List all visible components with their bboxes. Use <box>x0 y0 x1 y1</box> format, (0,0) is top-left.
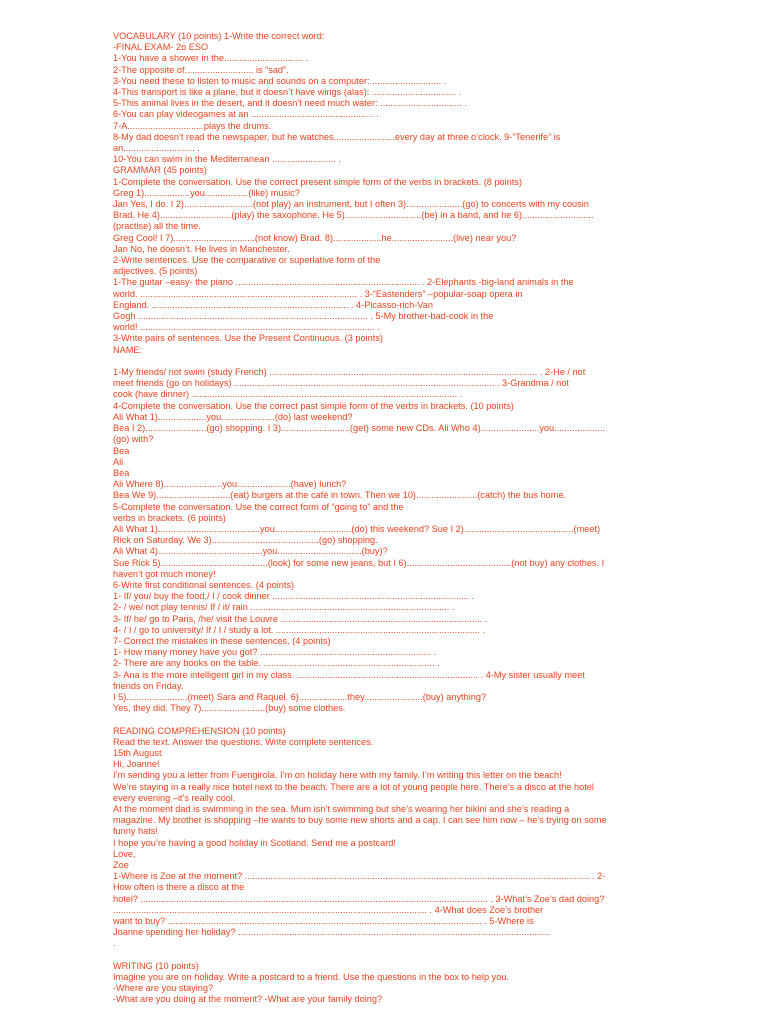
text-line: Bea We 9).............................(eat) burgers at the café in town. Then we 10)........................(catch) the bus home. <box>113 490 567 501</box>
text-line: 3- Ana is the more intelligent girl in my class. ....................................................................... . 4-My sister usually meet <box>113 669 585 680</box>
text-line: 6-Write first conditional sentences. (4 points) <box>113 579 295 590</box>
text-line: 2- / we/ not play tennis/ If / it/ rain .............................................................................. . <box>113 602 455 613</box>
text-line: Greg Cool! I 7)................................(not know) Brad. 8)...................he........................(live) near you? <box>113 232 517 243</box>
text-line: cook (have dinner) ........................................................................................................ . <box>113 389 463 400</box>
text-line: Yes, they did. They 7).........................(buy) some clothes. <box>113 703 346 714</box>
text-line: 10-You can swim in the Mediterranean ......................... . <box>113 154 341 165</box>
text-line: 1- If/ you/ buy the food,/ I / cook dinner ............................................................................. . <box>113 591 474 602</box>
text-line: Love, <box>113 848 136 859</box>
text-line: Jan No, he doesn’t. He lives in Manchester. <box>113 243 290 254</box>
text-line: 2-Write sentences. Use the comparative or superlative form of the <box>113 255 381 266</box>
text-line: 1- How many money have you got? ................................................................... . <box>113 647 437 658</box>
text-line: Ali What 1)...................you.....................(do) last weekend? <box>113 411 353 422</box>
text-line: 3-You need these to listen to music and sounds on a computer: ........................... . <box>113 75 447 86</box>
text-line: (practise) all the time. <box>113 221 201 232</box>
text-line: 15th August <box>113 747 162 758</box>
text-line: Imagine you are on holiday. Write a postcard to a friend. Use the questions in the box to help you. <box>113 972 509 983</box>
text-line: 1-You have a shower in the............................... . <box>113 53 309 64</box>
text-line: 5-Complete the conversation. Use the correct form of “going to” and the <box>113 501 404 512</box>
text-line: an............................ . <box>113 143 200 154</box>
text-line: Bea <box>113 467 130 478</box>
text-line: -Where are you staying? <box>113 983 214 994</box>
text-line: WRITING (10 points) <box>113 960 199 971</box>
text-line: 8-My dad doesn’t read the newspaper, but he watches........................every day at three o’clock. 9-“Tenerife” is <box>113 131 561 142</box>
text-line: Ali What 1)........................................you..............................(do) this weekend? Sue I 2)...........................................(meet) <box>113 523 601 534</box>
text-line: 6-You can play videogames at an ................................................ . <box>113 109 379 120</box>
text-line: magazine. My brother is shopping –he wants to buy some new shorts and a cap. I can see him now – he’s trying on some <box>113 815 607 826</box>
text-line: adjectives. (5 points) <box>113 266 198 277</box>
text-line: Read the text. Answer the questions. Write complete sentences. <box>113 736 374 747</box>
text-line: Brad. He 4)............................(play) the saxophone. He 5)..............................(be) in a band, and he 6)............................ <box>113 210 594 221</box>
text-line <box>113 950 679 961</box>
text-line: Hi, Joanne! <box>113 759 160 770</box>
text-line: 1-The guitar –easy- the piano ........................................................................ . 2-Elephants -big-land animals in the <box>113 277 574 288</box>
text-line: every evening –it’s really cool. <box>113 792 236 803</box>
text-line: How often is there a disco at the <box>113 882 245 893</box>
text-line: world. ..................................................................................... . 3-“Eastenders” –popular-soap opera in <box>113 288 523 299</box>
text-line: Greg 1)..................you.................(like) music? <box>113 187 300 198</box>
text-line: 2- There are any books on the table. ................................................................... . <box>113 658 440 669</box>
text-line: At the moment dad is swimming in the sea. Mum isn’t swimming but she’s wearing her bikini and she’s reading a <box>113 803 570 814</box>
text-line: READING COMPREHENSION (10 points) <box>113 725 286 736</box>
text-line: 3-Write pairs of sentences. Use the Present Continuous. (3 points) <box>113 333 383 344</box>
text-line: I’m sending you a letter from Fuengirola. I’m on holiday here with my family. I’m writing this letter on the beach! <box>113 770 562 781</box>
text-line: 7-A..............................plays the drums. <box>113 120 272 131</box>
text-line: I hope you’re having a good holiday in Scotland. Send me a postcard! <box>113 837 396 848</box>
text-line: ........................................................................................................................... . 4-What does Zoe’s brother <box>113 904 544 915</box>
text-line: Jan Yes, I do. I 2)...........................(not play) an instrument, but I often 3)......................(go) to concerts with my cousin <box>113 199 589 210</box>
text-line: Bea <box>113 445 130 456</box>
text-line: Zoe <box>113 860 129 870</box>
text-line: 1-Complete the conversation. Use the correct present simple form of the verbs in brackets. (8 points) <box>113 176 523 187</box>
text-line: England. ............................................................................. . 4-Picasso-rich-Van <box>113 299 433 310</box>
text-line: 1-My friends/ not swim (study French) ......................................................................................................... . 2-He / not <box>113 367 586 378</box>
text-line: Sue Rick 5)..........................................(look) for some new jeans, but I 6).........................................(not buy) any clothes. I <box>113 557 605 568</box>
text-line: (go) with? <box>113 434 154 445</box>
text-line: Ali <box>113 456 124 467</box>
text-line: We’re staying in a really nice hotel next to the beach. There are a lot of young people here. There’s a disco at the hotel <box>113 781 594 792</box>
text-line: NAME: <box>113 344 143 355</box>
text-line: 1-Where is Zoe at the moment? ....................................................................................................................................... . 2- <box>113 871 606 882</box>
exam-document <box>113 31 679 1006</box>
text-line: 4-This transport is like a plane, but it doesn’t have wings (alas): ................................. . <box>113 87 462 98</box>
text-line: world! ............................................................................................ . <box>113 322 381 333</box>
text-line <box>113 714 679 725</box>
text-line: GRAMMAR (45 points) <box>113 165 207 176</box>
text-line: 3- If/ he/ go to Paris, /he/ visit the Louvre ............................................................................... . <box>113 613 488 624</box>
text-line: 4-Complete the conversation. Use the correct past simple form of the verbs in brackets. (10 points) <box>113 400 514 411</box>
text-line: want to buy? ........................................................................................................................... . 5-Where is <box>113 916 534 927</box>
text-line: 4- / I / go to university/ If / I / study a lot. ................................................................................ . <box>113 624 486 635</box>
text-line: . <box>113 938 116 949</box>
text-line: VOCABULARY (10 points) 1-Write the correct word: <box>113 31 325 41</box>
text-line: hotel? ........................................................................................................................................ . 3-What’s Zoe’s dad doing? <box>113 893 605 904</box>
text-line: Rick on Saturday. We 3)..........................................(go) shopping. <box>113 535 378 546</box>
text-line: verbs in brackets. (6 points) <box>113 512 226 523</box>
text-line: -FINAL EXAM- 2o ESO <box>113 42 209 53</box>
text-line <box>113 356 679 367</box>
text-line: haven’t got much money! <box>113 568 216 579</box>
text-line: Bea I 2)........................(go) shopping. I 3)...........................(get) some new CDs. Ali Who 4).......................you.................... <box>113 423 606 434</box>
text-line: 7- Correct the mistakes in these sentences. (4 points) <box>113 635 331 646</box>
text-line: Joanne spending her holiday? .......................................................................................................................... <box>113 927 550 938</box>
text-line: -What are you doing at the moment? -What are your family doing? <box>113 994 383 1005</box>
text-line: meet friends (go on holidays) ...................................................................................................... . 3-Grandma / not <box>113 378 569 389</box>
text-line: 5-This animal lives in the desert, and it doesn’t need much water: ................................ . <box>113 98 467 109</box>
text-line: Ali Where 8).......................you.....................(have) lunch? <box>113 479 347 490</box>
text-line: Gogh .......................................................................................... . 5-My brother-bad-cook in the <box>113 311 494 322</box>
text-line: Ali What 4).........................................you.................................(buy)? <box>113 546 388 557</box>
text-line: funny hats! <box>113 826 158 837</box>
text-line: friends on Friday. <box>113 680 184 691</box>
text-line: 2-The opposite of........................... is “sad”. <box>113 64 289 75</box>
text-line: I 5)........................(meet) Sara and Raquel. 6)...................they.......................(buy) anything? <box>113 691 487 702</box>
